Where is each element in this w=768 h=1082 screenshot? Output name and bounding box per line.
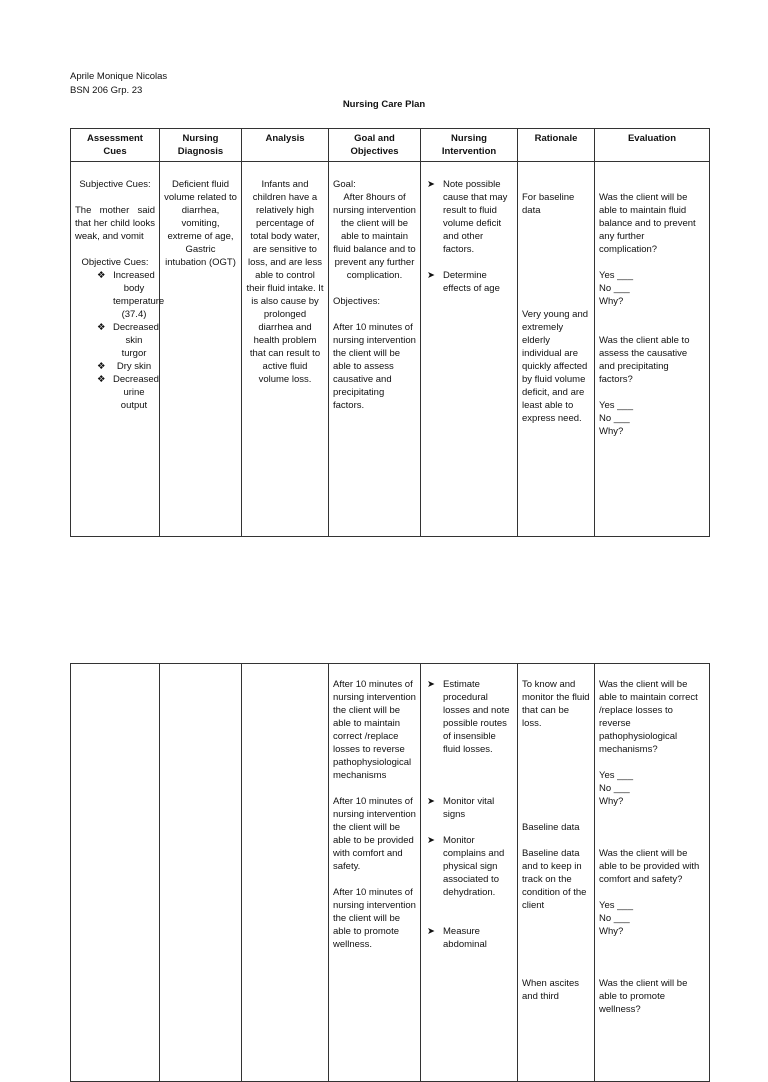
why-line: Why? (599, 296, 624, 307)
arrow-bullet-icon: ➤ (427, 179, 435, 190)
evaluation-question: Was the client will be able to promote wellness? (599, 978, 688, 1015)
rationale-text: Baseline data (522, 822, 580, 833)
table-row (71, 664, 710, 1082)
col-header-analysis: Analysis (242, 129, 329, 162)
list-item: ➤ Note possible cause that may result to fluid volume deficit and other factors. (427, 179, 508, 255)
diagnosis-cell-empty (160, 664, 242, 1082)
objectives-label: Objectives: (333, 296, 380, 307)
yes-line: Yes ___ (599, 270, 633, 281)
analysis-cell-empty (242, 664, 329, 1082)
diamond-bullet-icon: ❖ (97, 374, 106, 385)
why-line: Why? (599, 426, 624, 437)
diamond-bullet-icon: ❖ (97, 361, 106, 372)
list-item: ➤ Monitor complains and physical sign associated to dehydration. (427, 835, 505, 898)
col-header-rationale: Rationale (518, 129, 595, 162)
rationale-cell (518, 664, 595, 1082)
goal-label: Goal: (333, 179, 356, 190)
arrow-bullet-icon: ➤ (427, 679, 435, 690)
objective-text: After 10 minutes of nursing intervention the client will be able to be provided with comfort and safety. (333, 796, 416, 872)
document-header (70, 70, 167, 98)
yes-line: Yes ___ (599, 400, 633, 411)
objective-text: After 10 minutes of nursing intervention the client will be able to assess causative and precipitating factors. (333, 322, 416, 411)
page-title: Nursing Care Plan (342, 99, 426, 110)
table-row (71, 162, 710, 537)
list-item: ➤ Monitor vital signs (427, 796, 495, 820)
col-header-goal: Goal and Objectives (329, 129, 421, 162)
no-line: No ___ (599, 913, 630, 924)
col-header-assessment: Assessment Cues (71, 129, 160, 162)
list-item: ❖ Increased body temperature (37.4) (97, 270, 165, 320)
arrow-bullet-icon: ➤ (427, 796, 435, 807)
diamond-bullet-icon: ❖ (97, 270, 106, 281)
analysis-cell: Infants and children have a relatively high percentage of total body water, are sensitive to loss, and are less able to control their fluid intake. It is also cause by prolonged diarrhea and health problem that can result to active fluid volume loss. (242, 162, 329, 537)
rationale-text: For baseline data (522, 192, 575, 216)
table-header-row (71, 129, 710, 162)
why-line: Why? (599, 926, 624, 937)
arrow-bullet-icon: ➤ (427, 835, 435, 846)
objective-cues-list (75, 269, 165, 412)
assessment-cell-empty (71, 664, 160, 1082)
arrow-bullet-icon: ➤ (427, 270, 435, 281)
subjective-label: Subjective Cues: (79, 179, 151, 190)
evaluation-question: Was the client will be able to maintain fluid balance and to prevent any further complication? (599, 192, 696, 255)
col-header-intervention: Nursing Intervention (421, 129, 518, 162)
student-name: Aprile Monique Nicolas (70, 71, 168, 82)
list-item: ➤ Measure abdominal (427, 926, 487, 950)
col-header-diagnosis: Nursing Diagnosis (160, 129, 242, 162)
why-line: Why? (599, 796, 624, 807)
list-item: ➤ Estimate procedural losses and note possible routes of insensible fluid losses. (427, 679, 510, 755)
care-plan-table-1 (70, 128, 710, 537)
objective-label: Objective Cues: (81, 257, 149, 268)
list-item: ❖ Dry skin (97, 361, 152, 372)
evaluation-question: Was the client able to assess the causative and precipitating factors? (599, 335, 690, 385)
list-item: ❖ Decreased skin turgor (97, 322, 159, 359)
goal-cell (329, 162, 421, 537)
rationale-text: To know and monitor the fluid that can be loss. (522, 679, 590, 729)
evaluation-cell (595, 162, 710, 537)
goal-text: After 8hours of nursing intervention the client will be able to maintain fluid balance and to prevent any further complication. (333, 192, 416, 281)
subjective-text: The mother said that her child looks weak, and vomit (75, 205, 155, 242)
yes-line: Yes ___ (599, 900, 633, 911)
intervention-cell (421, 664, 518, 1082)
section-label: BSN 206 Grp. 23 (70, 85, 143, 96)
no-line: No ___ (599, 283, 630, 294)
assessment-cell (71, 162, 165, 537)
objective-text: After 10 minutes of nursing intervention the client will be able to maintain correct /replace losses to reverse pathophysiological mechanisms (333, 679, 416, 781)
rationale-text: Baseline data and to keep in track on the condition of the client (522, 848, 587, 911)
no-line: No ___ (599, 413, 630, 424)
evaluation-question: Was the client will be able to be provided with comfort and safety? (599, 848, 700, 885)
intervention-list (425, 178, 513, 295)
intervention-cell (421, 162, 518, 537)
rationale-text: Very young and extremely elderly individual are quickly affected by fluid volume deficit, and are least able to express need. (522, 309, 589, 424)
evaluation-cell (595, 664, 710, 1082)
list-item: ❖ Decreased urine output (97, 374, 159, 411)
diamond-bullet-icon: ❖ (97, 322, 106, 333)
care-plan-table-2 (70, 663, 710, 1082)
objective-text: After 10 minutes of nursing intervention the client will be able to promote wellness. (333, 887, 416, 950)
evaluation-question: Was the client will be able to maintain correct /replace losses to reverse pathophysiological mechanisms? (599, 679, 698, 755)
list-item: ➤ Determine effects of age (427, 270, 500, 294)
arrow-bullet-icon: ➤ (427, 926, 435, 937)
yes-line: Yes ___ (599, 770, 633, 781)
goal-cell (329, 664, 421, 1082)
col-header-evaluation: Evaluation (595, 129, 710, 162)
diagnosis-cell: Deficient fluid volume related to diarrhea, vomiting, extreme of age, Gastric intubation (OGT) (160, 162, 242, 537)
no-line: No ___ (599, 783, 630, 794)
rationale-text: When ascites and third (522, 978, 580, 1002)
intervention-list (425, 678, 513, 951)
rationale-cell (518, 162, 595, 537)
